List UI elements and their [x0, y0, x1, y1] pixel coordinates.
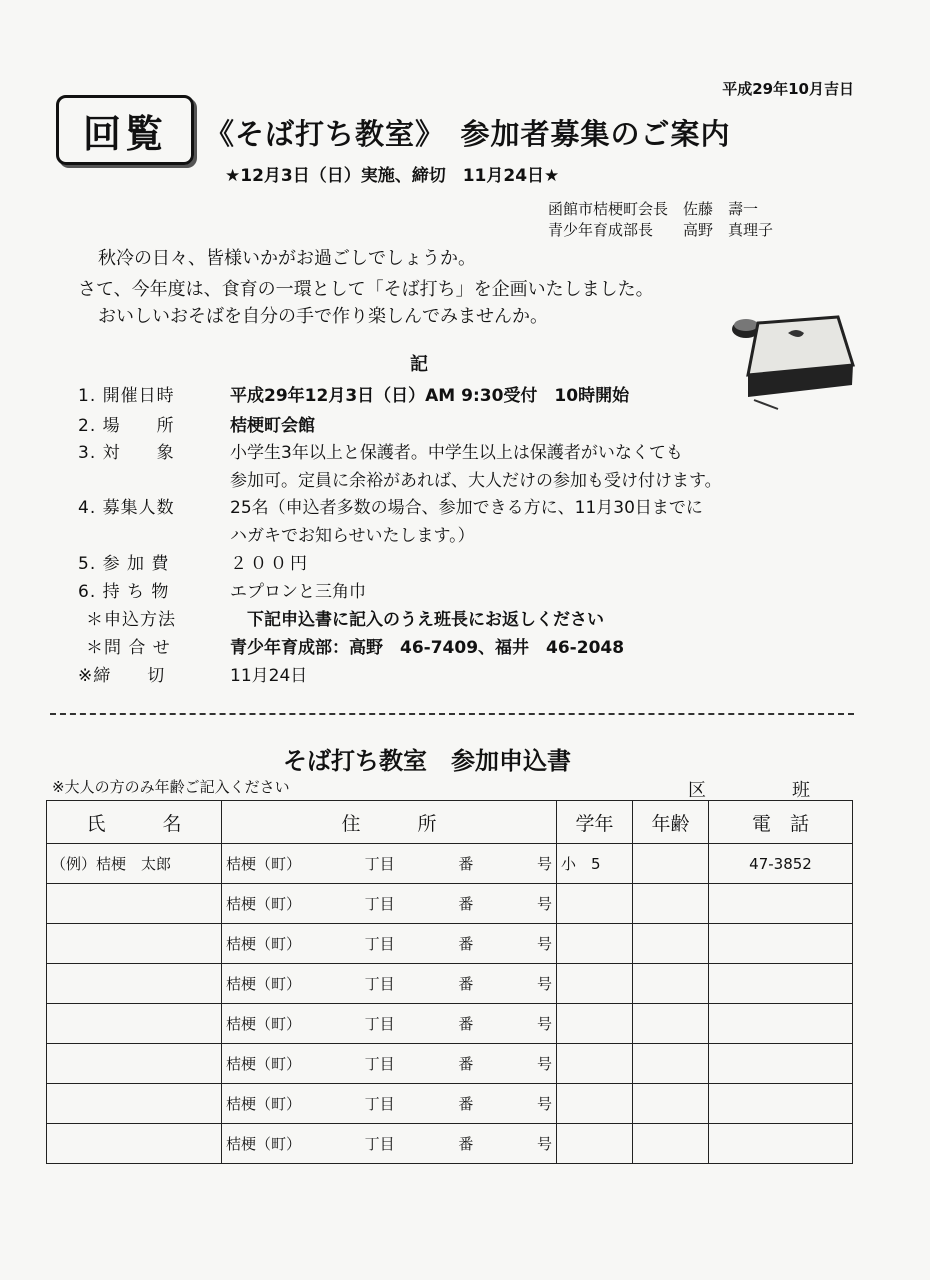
addr-go: 号: [536, 975, 552, 993]
grade-cell[interactable]: [557, 1004, 633, 1044]
item-value-place: 桔梗町会館: [230, 416, 315, 436]
header-age: 年齢: [633, 801, 709, 844]
kairan-stamp: 回覧: [56, 95, 194, 165]
addr-chome: 丁目: [364, 1095, 395, 1113]
page-title: 《そば打ち教室》 参加者募集のご案内: [205, 117, 731, 151]
item-value-target-2: 参加可。定員に余裕があれば、大人だけの参加も受け付けます。: [230, 471, 722, 491]
addr-go: 号: [536, 1135, 552, 1153]
name-cell[interactable]: [47, 964, 222, 1004]
phone-cell[interactable]: [709, 884, 853, 924]
addr-ban: 番: [458, 1135, 474, 1153]
name-cell[interactable]: [47, 1044, 222, 1084]
item-value-target: 小学生3年以上と保護者。中学生以上は保護者がいなくても: [230, 443, 683, 463]
grade-cell[interactable]: [557, 1084, 633, 1124]
phone-cell[interactable]: [709, 1084, 853, 1124]
addr-town: 桔梗（町）: [226, 1095, 302, 1113]
addr-go: 号: [536, 1055, 552, 1073]
item-value-deadline: 11月24日: [230, 666, 308, 686]
intro-line-1: 秋冷の日々、皆様いかがお過ごしでしょうか。: [98, 248, 476, 269]
item-label-contact: ＊問 合 せ: [86, 638, 171, 658]
event-date-banner: ★12月3日（日）実施、締切 11月24日★: [225, 166, 560, 186]
addr-chome: 丁目: [364, 855, 395, 873]
table-row: [47, 1004, 853, 1044]
address-cell[interactable]: [222, 964, 557, 1004]
table-row: [47, 1044, 853, 1084]
item-label-target: 3. 対 象: [78, 443, 175, 463]
item-value-fee: ２００円: [230, 554, 310, 574]
age-cell[interactable]: [633, 844, 709, 884]
phone-cell[interactable]: [709, 1004, 853, 1044]
item-value-capacity-2: ハガキでお知らせいたします。）: [230, 526, 475, 546]
header-name: 氏 名: [47, 801, 222, 844]
ku-label: 区: [688, 780, 706, 801]
grade-cell[interactable]: [557, 1044, 633, 1084]
phone-cell[interactable]: [709, 964, 853, 1004]
addr-ban: 番: [458, 855, 474, 873]
name-cell[interactable]: [47, 1124, 222, 1164]
addr-go: 号: [536, 935, 552, 953]
age-cell[interactable]: [633, 1044, 709, 1084]
name-cell[interactable]: [47, 924, 222, 964]
item-value-apply: 下記申込書に記入のうえ班長にお返しください: [230, 610, 604, 630]
age-cell[interactable]: [633, 884, 709, 924]
ki-heading: 記: [410, 354, 428, 375]
addr-go: 号: [536, 1015, 552, 1033]
item-value-capacity: 25名（申込者多数の場合、参加できる方に、11月30日までに: [230, 498, 703, 518]
cut-line: [50, 713, 854, 715]
address-cell[interactable]: [222, 1044, 557, 1084]
address-cell[interactable]: [222, 884, 557, 924]
addr-chome: 丁目: [364, 975, 395, 993]
addr-town: 桔梗（町）: [226, 1135, 302, 1153]
addr-ban: 番: [458, 1095, 474, 1113]
item-label-fee: 5. 参 加 費: [78, 554, 170, 574]
intro-line-3: おいしいおそばを自分の手で作り楽しんでみませんか。: [98, 306, 548, 327]
table-row: [47, 964, 853, 1004]
addr-ban: 番: [458, 895, 474, 913]
addr-go: 号: [536, 1095, 552, 1113]
age-cell[interactable]: [633, 1084, 709, 1124]
addr-chome: 丁目: [364, 1055, 395, 1073]
age-cell[interactable]: [633, 1124, 709, 1164]
header-address: 住 所: [222, 801, 557, 844]
table-row: [47, 884, 853, 924]
phone-cell[interactable]: [709, 1124, 853, 1164]
header-grade: 学年: [557, 801, 633, 844]
addr-ban: 番: [458, 1055, 474, 1073]
han-label: 班: [792, 780, 810, 801]
name-cell[interactable]: [47, 1084, 222, 1124]
intro-line-2: さて、今年度は、食育の一環として「そば打ち」を企画いたしました。: [78, 279, 654, 300]
addr-town: 桔梗（町）: [226, 855, 302, 873]
item-value-contact: 青少年育成部：高野 46-7409、福井 46-2048: [230, 638, 625, 658]
header-phone: 電 話: [709, 801, 853, 844]
age-cell[interactable]: [633, 1004, 709, 1044]
item-label-bring: 6. 持 ち 物: [78, 582, 170, 602]
item-value-bring: エプロンと三角巾: [230, 582, 366, 602]
addr-chome: 丁目: [364, 935, 395, 953]
addr-town: 桔梗（町）: [226, 975, 302, 993]
application-table: [46, 800, 853, 1164]
grade-cell[interactable]: [557, 924, 633, 964]
addr-ban: 番: [458, 1015, 474, 1033]
table-row: [47, 924, 853, 964]
grade-cell[interactable]: [557, 884, 633, 924]
addr-town: 桔梗（町）: [226, 895, 302, 913]
organizer-1: 函館市桔梗町会長 佐藤 壽一: [548, 200, 759, 218]
name-cell[interactable]: [47, 1004, 222, 1044]
issue-date: 平成29年10月吉日: [722, 80, 854, 98]
addr-chome: 丁目: [364, 1135, 395, 1153]
address-cell[interactable]: [222, 1004, 557, 1044]
grade-cell[interactable]: [557, 964, 633, 1004]
address-cell[interactable]: [222, 924, 557, 964]
name-cell[interactable]: [47, 884, 222, 924]
addr-town: 桔梗（町）: [226, 1055, 302, 1073]
address-cell[interactable]: [222, 1124, 557, 1164]
example-grade: 小 5: [557, 844, 633, 884]
item-value-date: 平成29年12月3日（日）AM 9:30受付 10時開始: [230, 386, 630, 406]
addr-chome: 丁目: [364, 895, 395, 913]
form-note: ※大人の方のみ年齢ご記入ください: [52, 778, 290, 796]
form-title: そば打ち教室 参加申込書: [283, 747, 571, 775]
grade-cell[interactable]: [557, 1124, 633, 1164]
table-header-row: [47, 801, 853, 844]
age-cell[interactable]: [633, 964, 709, 1004]
example-phone: 47-3852: [709, 844, 853, 884]
addr-town: 桔梗（町）: [226, 1015, 302, 1033]
example-name: （例）桔梗 太郎: [47, 844, 222, 884]
addr-ban: 番: [458, 935, 474, 953]
table-row: [47, 1084, 853, 1124]
phone-cell[interactable]: [709, 1044, 853, 1084]
addr-go: 号: [536, 895, 552, 913]
addr-town: 桔梗（町）: [226, 935, 302, 953]
address-cell[interactable]: [222, 1084, 557, 1124]
addr-chome: 丁目: [364, 1015, 395, 1033]
addr-go: 号: [536, 855, 552, 873]
phone-cell[interactable]: [709, 924, 853, 964]
address-cell[interactable]: [222, 844, 557, 884]
soba-board-illustration: [728, 305, 858, 415]
item-label-place: 2. 場 所: [78, 416, 175, 436]
item-label-date: 1. 開催日時: [78, 386, 175, 406]
organizer-2: 青少年育成部長 高野 真理子: [548, 221, 774, 239]
table-row-example: [47, 844, 853, 884]
item-label-deadline: ※締 切: [78, 666, 166, 686]
table-row: [47, 1124, 853, 1164]
addr-ban: 番: [458, 975, 474, 993]
age-cell[interactable]: [633, 924, 709, 964]
item-label-capacity: 4. 募集人数: [78, 498, 175, 518]
item-label-apply: ＊申込方法: [86, 610, 176, 630]
